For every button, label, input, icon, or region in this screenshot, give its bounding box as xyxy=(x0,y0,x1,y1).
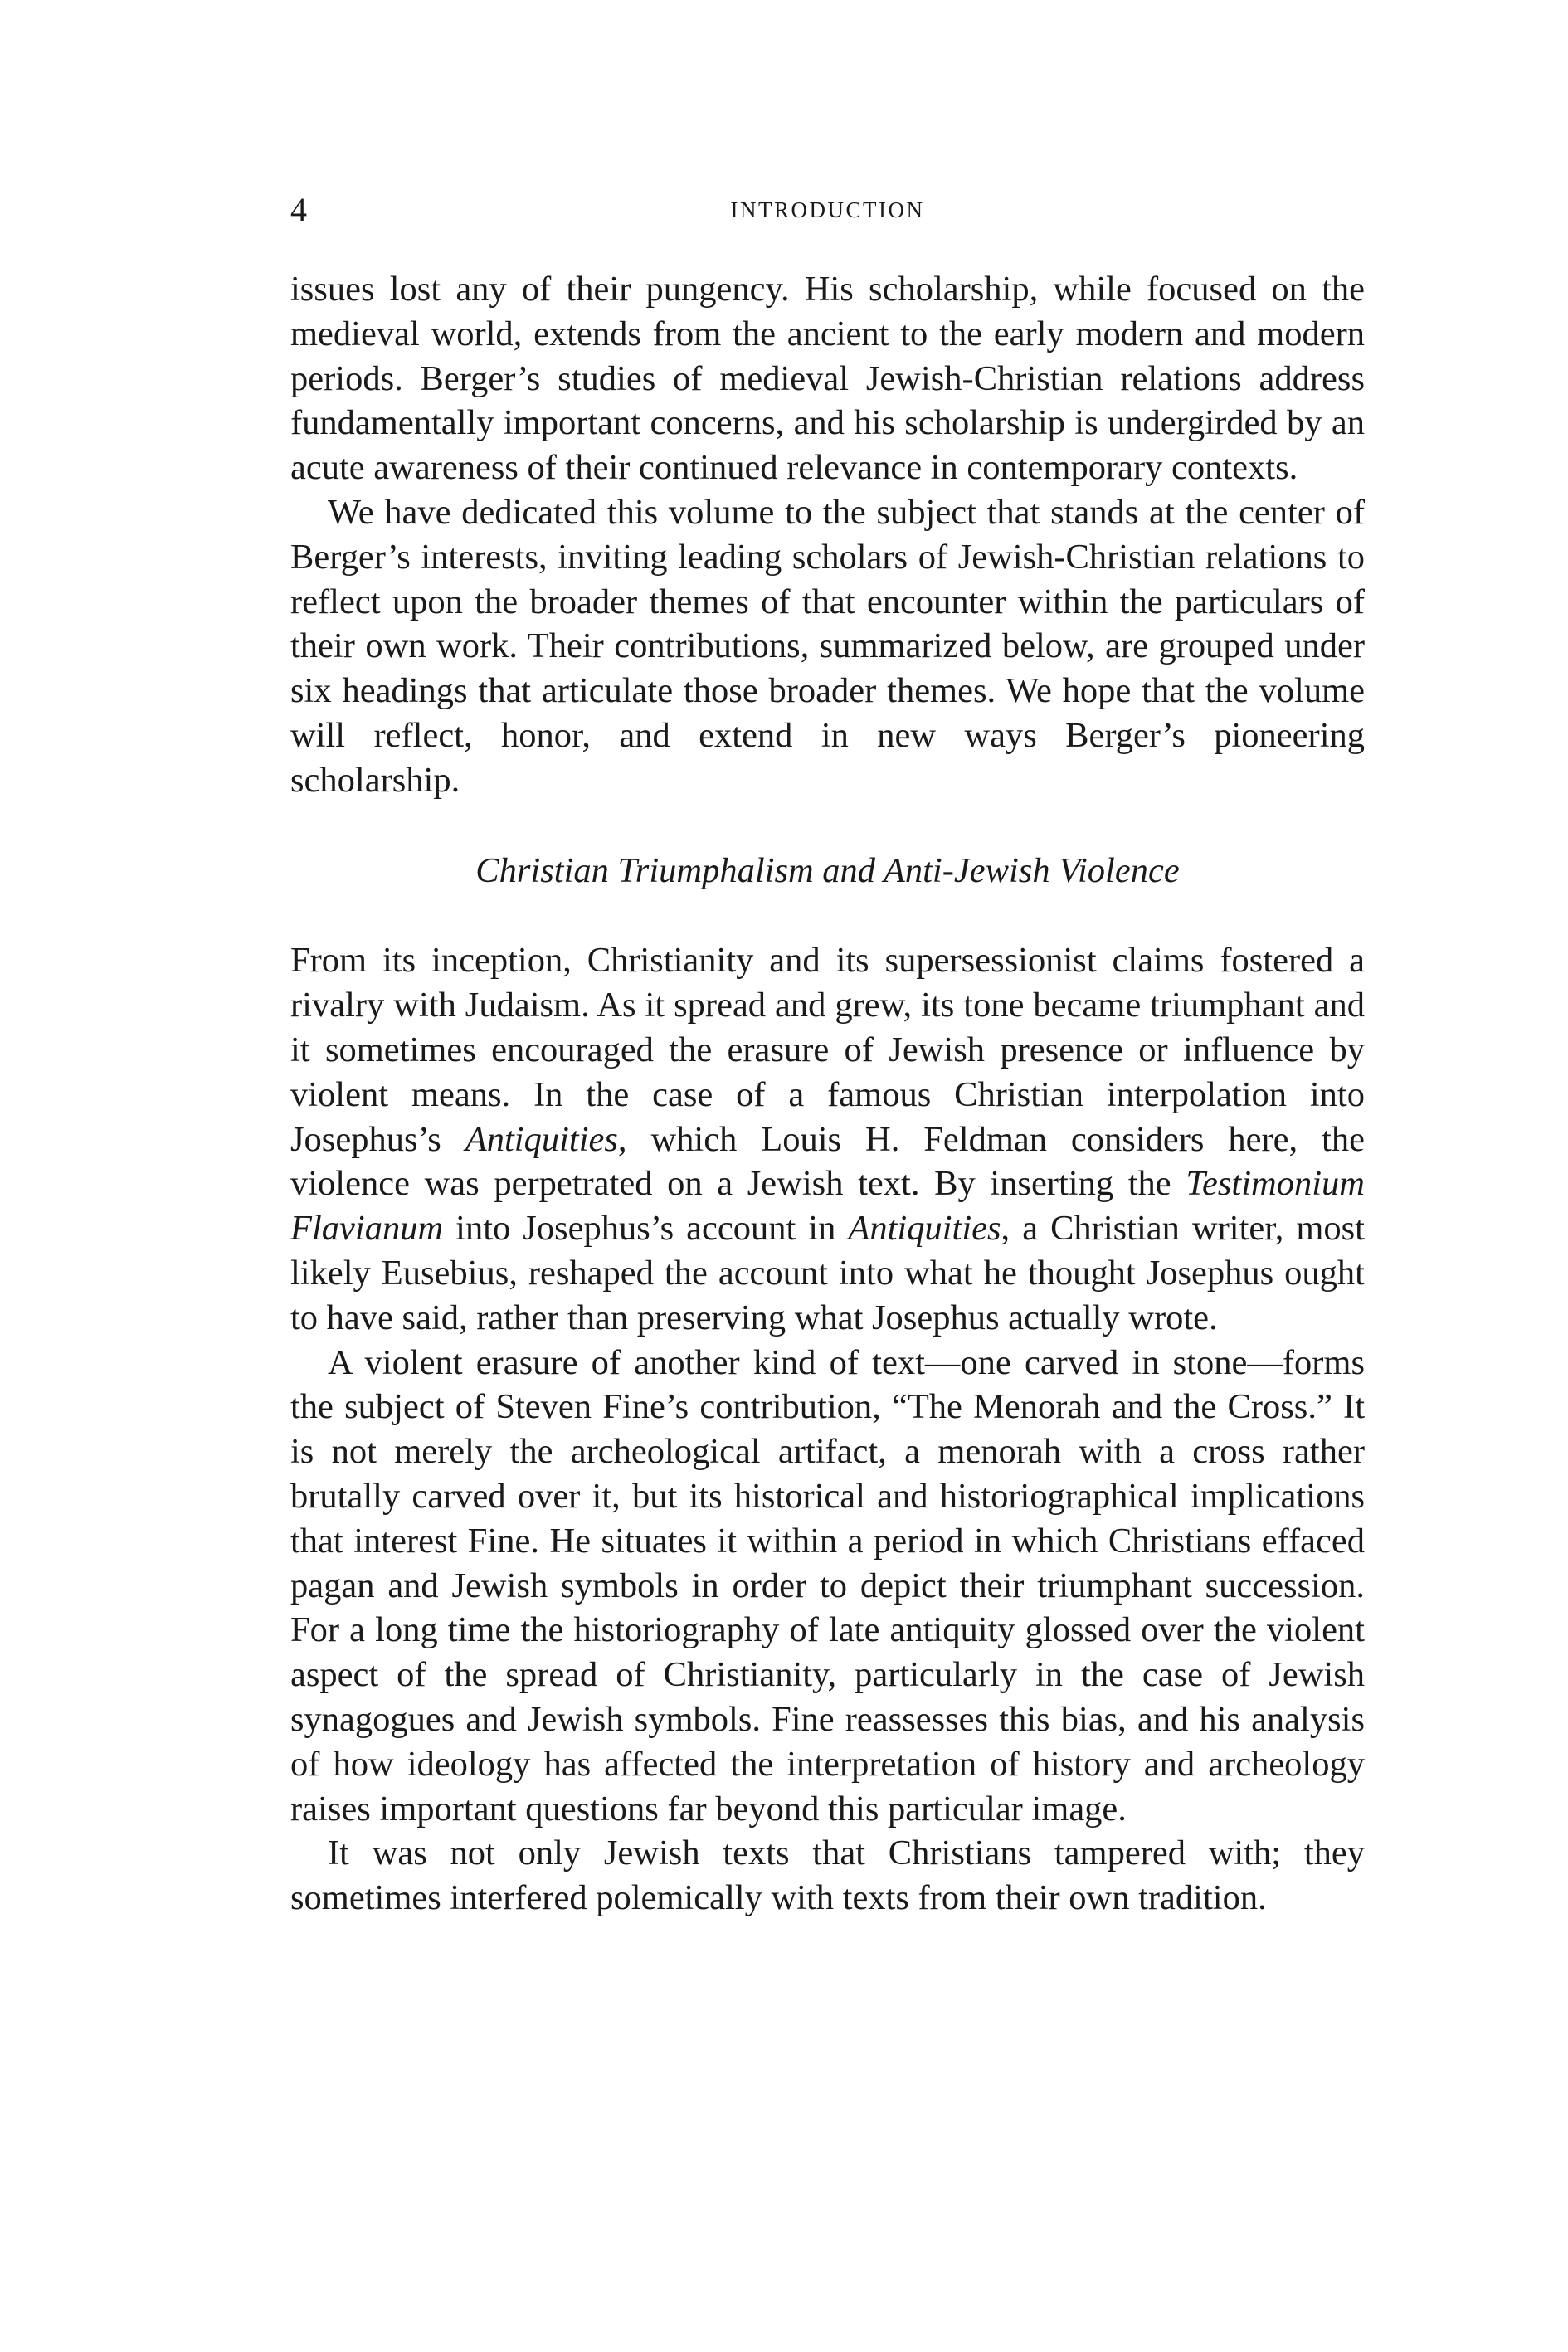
text-run: We have dedicated this volume to the subject that stands at the center of Berger’s interests, inviting leading scholars of Jewish-Christian relations to reflect upon the broader themes of that encounter within the particulars of their own work. Their contributions, summarized below, are grouped under six headings that articulate those broader themes. We hope that the volume will reflect, honor, and extend in new ways Berger’s pioneering scholarship. xyxy=(290,492,1365,800)
paragraph xyxy=(290,1831,1365,1921)
paragraph xyxy=(290,490,1365,803)
italic-title: Testimonium Flavianum xyxy=(290,1164,1365,1249)
text-run: From its inception, Christianity and its supersessionist claims fostered a rivalry with Judaism. As it spread and grew, its tone became triumphant and it sometimes encouraged the erasure of Jewish presence or influence by violent means. In the case of a famous Christian interpolation into Josephus’s xyxy=(290,941,1365,1159)
paragraph xyxy=(290,267,1365,490)
section-heading: Christian Triumphalism and Anti-Jewish Violence xyxy=(475,850,1180,890)
running-title: INTRODUCTION xyxy=(730,197,925,222)
paragraph xyxy=(290,938,1365,1340)
text-run: , which Louis H. Feldman considers here, the violence was perpetrated on a Jewish text. By inserting the xyxy=(290,1119,1365,1204)
text-run: A violent erasure of another kind of text—one carved in stone—forms the subject of Steven Fine’s contribution, “The Menorah and the Cross.” It is not merely the archeological artifact, a menorah with a cross rather brutally carved over it, but its historical and historiographical implications that interest Fine. He situates it within a period in which Christians effaced pagan and Jewish symbols in order to depict their triumphant succession. For a long time the historiography of late antiquity glossed over the violent aspect of the spread of Christianity, particularly in the case of Jewish synagogues and Jewish symbols. Fine reassesses this bias, and his analysis of how ideology has affected the interpretation of history and archeology raises important questions far beyond this particular image. xyxy=(290,1342,1365,1829)
running-head xyxy=(290,189,1365,231)
page-number: 4 xyxy=(290,191,307,228)
paragraph xyxy=(290,1341,1365,1832)
text-run: , a Christian writer, most likely Eusebius, reshaped the account into what he thought Josephus ought to have said, rather than preserving what Josephus actually wrote. xyxy=(290,1209,1365,1337)
text-run: It was not only Jewish texts that Christians tampered with; they sometimes interfered polemically with texts from their own tradition. xyxy=(290,1833,1365,1918)
italic-title: Antiquities xyxy=(465,1119,618,1159)
italic-title: Antiquities xyxy=(848,1209,1001,1249)
body-text xyxy=(290,267,1365,1921)
text-run: issues lost any of their pungency. His scholarship, while focused on the medieval world, extends from the ancient to the early modern and modern periods. Berger’s studies of medieval Jewish-Christian relations address fundamentally important concerns, and his scholarship is undergirded by an acute awareness of their continued relevance in contemporary contexts. xyxy=(290,270,1365,488)
text-run: into Josephus’s account in xyxy=(443,1209,849,1249)
